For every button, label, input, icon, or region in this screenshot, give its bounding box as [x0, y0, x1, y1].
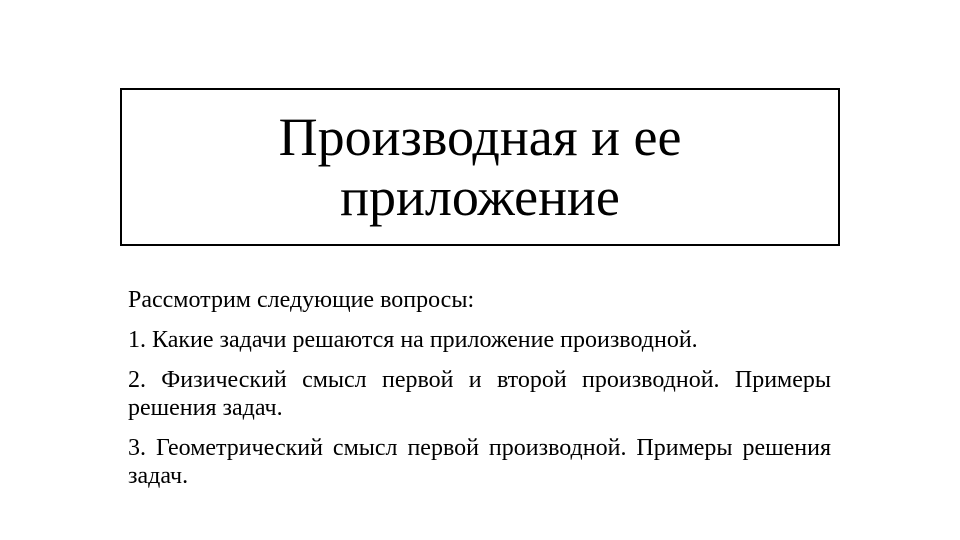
slide-body: [128, 286, 831, 502]
list-item: 3. Геометрический смысл первой производной. Примеры решения задач.: [128, 435, 831, 489]
intro-text: Рассмотрим следующие вопросы:: [128, 287, 475, 313]
list-item: 2. Физический смысл первой и второй производной. Примеры решения задач.: [128, 367, 831, 421]
list-item: 1. Какие задачи решаются на приложение производной.: [128, 327, 698, 353]
title-box: [120, 88, 840, 246]
slide-title: Производная и ее приложение: [278, 107, 682, 227]
